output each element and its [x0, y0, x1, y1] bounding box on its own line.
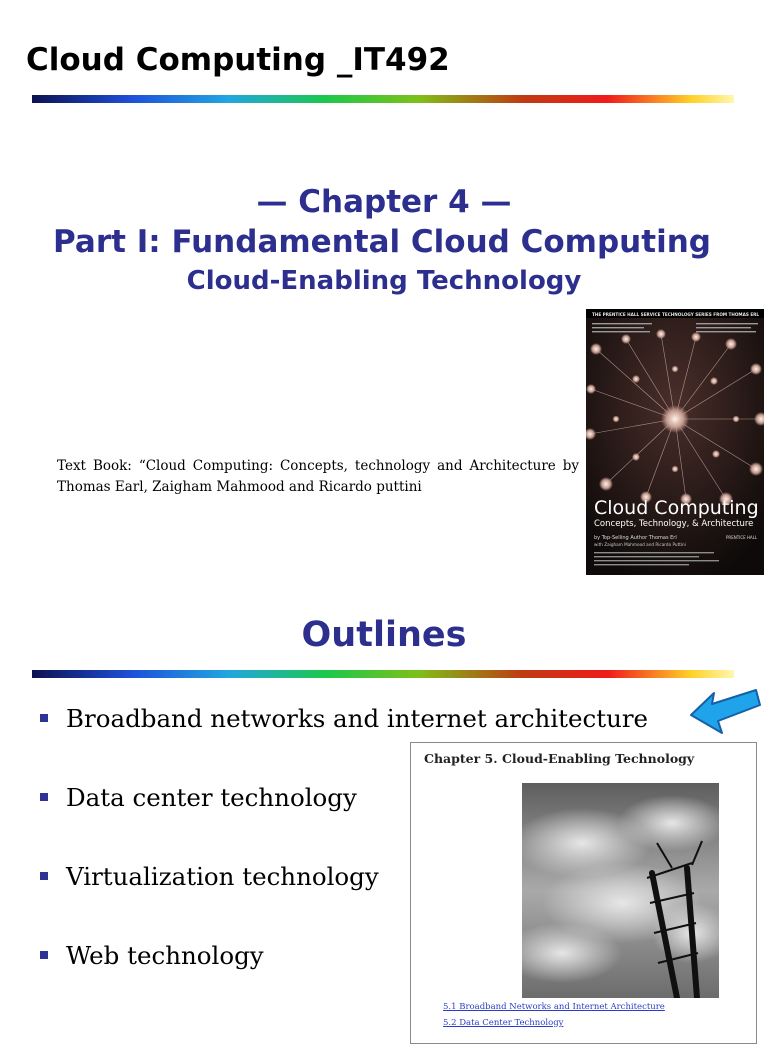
course-title: Cloud Computing _IT492	[26, 42, 450, 78]
bullet-square-icon	[40, 872, 48, 880]
list-item	[40, 704, 648, 733]
cover-coauthors: with Zaigham Mahmood and Ricardo Puttini	[594, 542, 686, 547]
book-page-image	[410, 742, 757, 1044]
bullet-text: Data center technology	[66, 783, 357, 812]
cover-subtitle: Concepts, Technology, & Architecture	[594, 519, 754, 529]
bullet-text: Virtualization technology	[66, 862, 379, 891]
pointer-arrow-icon	[688, 688, 762, 740]
bullet-text: Broadband networks and internet architecture	[66, 704, 649, 733]
table-of-contents	[443, 999, 665, 1031]
chapter-heading: — Chapter 4 —	[256, 184, 512, 220]
list-item	[40, 862, 379, 891]
book-cover-image	[586, 309, 764, 575]
bullet-text: Web technology	[66, 941, 264, 970]
cover-title: Cloud Computing	[594, 497, 759, 519]
toc-link[interactable]: 5.1 Broadband Networks and Internet Architecture	[443, 1002, 665, 1012]
list-item	[40, 941, 264, 970]
cover-series-text: THE PRENTICE HALL SERVICE TECHNOLOGY SERIES FROM THOMAS ERL	[592, 312, 760, 317]
bullet-square-icon	[40, 793, 48, 801]
outlines-title: Outlines	[301, 615, 467, 655]
page-heading: Chapter 5. Cloud-Enabling Technology	[424, 751, 695, 766]
rainbow-divider	[32, 95, 734, 103]
slide-subtitle: Cloud-Enabling Technology	[186, 266, 582, 296]
list-item	[40, 783, 357, 812]
toc-link[interactable]: 5.2 Data Center Technology	[443, 1018, 564, 1028]
textbook-reference: Text Book: “Cloud Computing: Concepts, technology and Architecture by Thomas Earl, Zaigham Mahmood and Ricardo puttini	[57, 458, 579, 495]
bullet-square-icon	[40, 714, 48, 722]
cover-publisher: PRENTICE HALL	[726, 535, 758, 540]
sky-photo	[522, 783, 719, 998]
bullet-square-icon	[40, 951, 48, 959]
rainbow-divider	[32, 670, 734, 678]
part-heading: Part I: Fundamental Cloud Computing	[53, 224, 711, 260]
cover-author: by Top-Selling Author Thomas Erl	[594, 535, 677, 541]
